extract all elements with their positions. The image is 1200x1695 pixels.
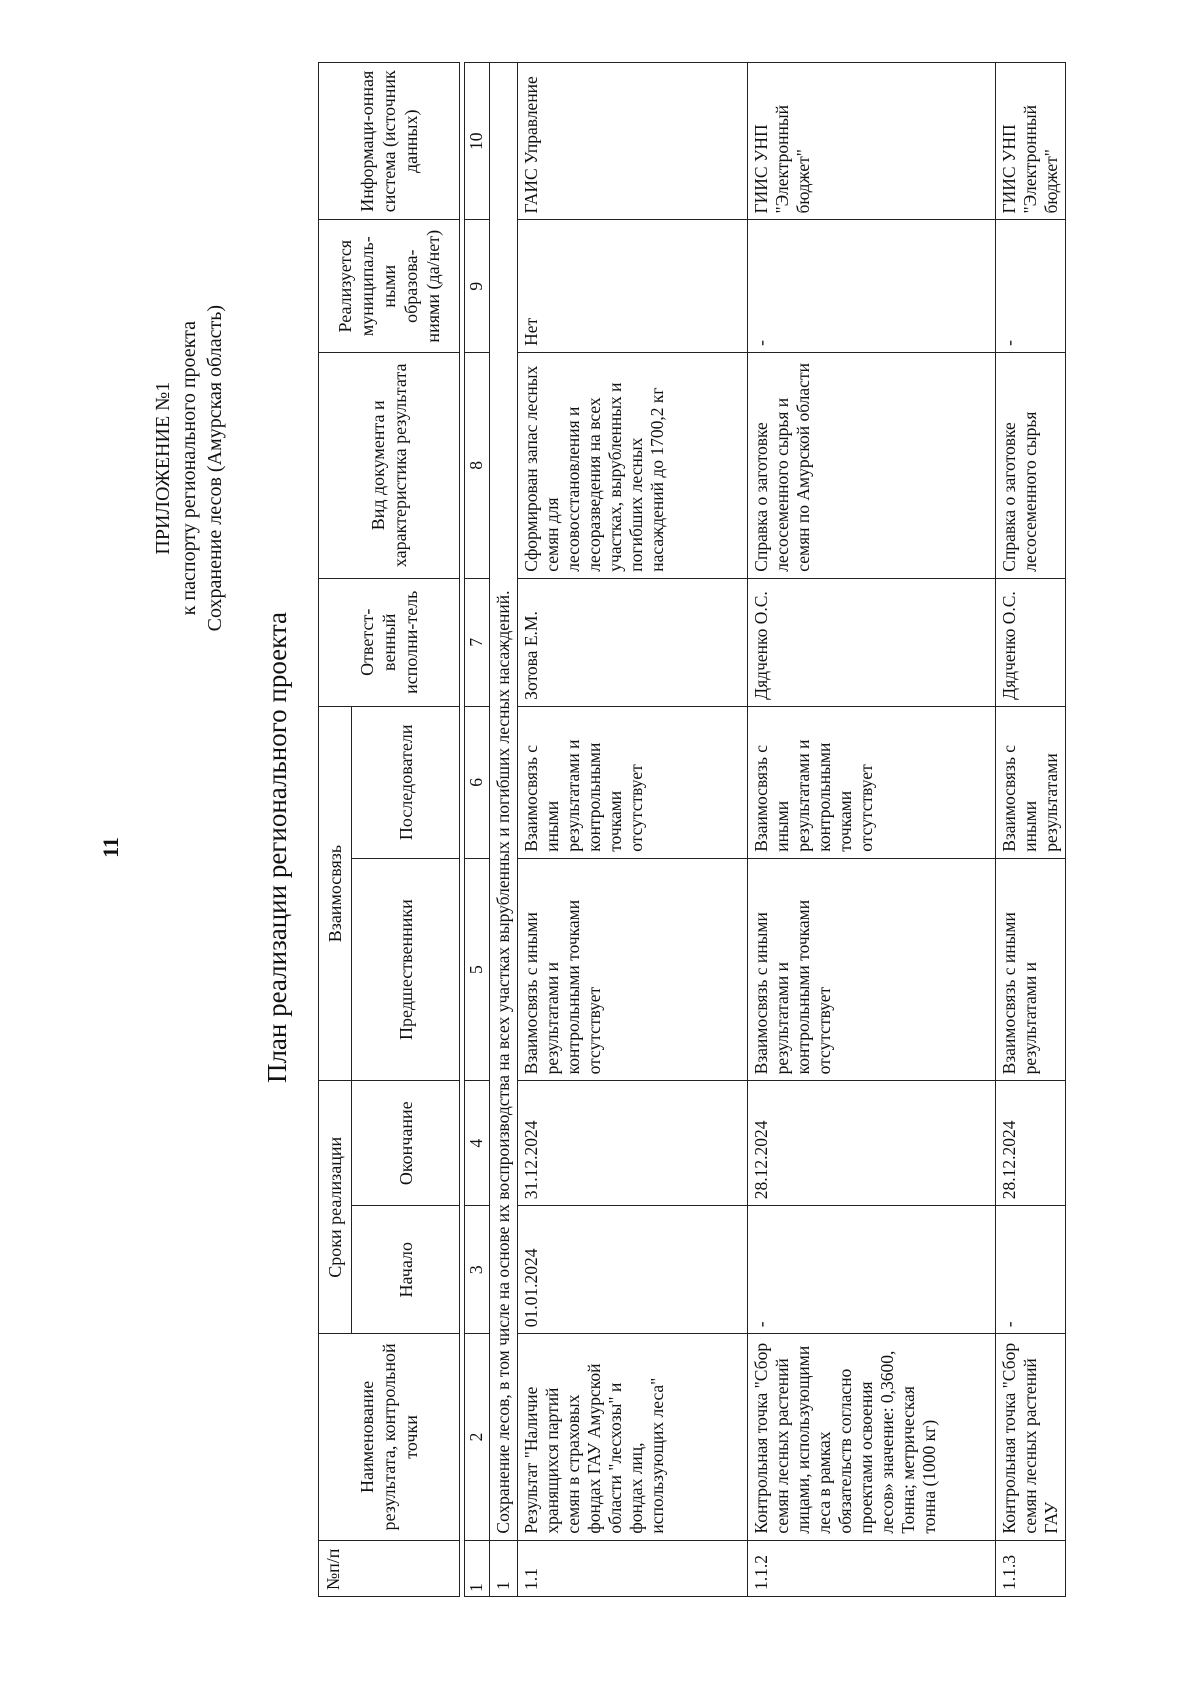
annex-project-name: Сохранение лесов (Амурская область) <box>204 305 226 632</box>
header-responsible: Ответст-венный исполни-тель <box>319 578 460 706</box>
row-infosys: ГИИС УНП "Электронный бюджет" <box>996 63 1066 220</box>
header-num: №п/п <box>319 1540 460 1596</box>
row-municipal: - <box>748 220 996 352</box>
row-start: 01.01.2024 <box>518 1206 748 1334</box>
column-number: 4 <box>465 1081 490 1206</box>
header-doc: Вид документа и характеристика результата <box>319 352 460 578</box>
row-responsible: Дядченко О.С. <box>996 578 1066 706</box>
row-infosys: ГАИС Управление <box>518 63 748 220</box>
row-num: 1.1.2 <box>748 1540 996 1596</box>
table-row <box>996 63 1066 1597</box>
column-number: 8 <box>465 352 490 578</box>
row-start: - <box>748 1206 996 1334</box>
header-municipal: Реализуется муниципаль-ными образова-ниями (да/нет) <box>319 220 460 352</box>
section-num: 1 <box>490 1540 518 1596</box>
column-number: 1 <box>465 1540 490 1596</box>
row-start: - <box>996 1206 1066 1334</box>
row-end: 31.12.2024 <box>518 1081 748 1206</box>
row-municipal: Нет <box>518 220 748 352</box>
column-number: 2 <box>465 1334 490 1540</box>
row-name: Контрольная точка "Сбор семян лесных растений ГАУ <box>996 1334 1066 1540</box>
section-title: Сохранение лесов, в том числе на основе их воспроизводства на всех участках вырубленных и погибших лесных насаждений. <box>490 63 518 1541</box>
document-title: План реализации регионального проекта <box>262 611 292 1084</box>
row-doc: Справка о заготовке лесосеменного сырья и семян по Амурской области <box>748 352 996 578</box>
implementation-plan-table <box>318 62 1066 1597</box>
column-number: 5 <box>465 858 490 1081</box>
header-end: Окончание <box>352 1081 460 1206</box>
header-dates-group: Сроки реализации <box>319 1081 352 1334</box>
row-name: Результат "Наличие хранящихся партий семян в страховых фондах ГАУ Амурской области "лесхозы" и фондах лиц, использующих леса" <box>518 1334 748 1540</box>
row-name: Контрольная точка "Сбор семян лесных растений лицами, использующими леса в рамках обязательств согласно проектами освоения лесов» значение: 0,3600, Тонна; метрическая тонна (1000 кг) <box>748 1334 996 1540</box>
row-successors: Взаимосвязь с иными результатами и контрольными точками отсутствует <box>748 706 996 858</box>
row-predecessors: Взаимосвязь с иными результатами и <box>996 858 1066 1081</box>
annex-title: ПРИЛОЖЕНИЕ №1 <box>152 381 174 555</box>
column-number: 6 <box>465 706 490 858</box>
page-number: 11 <box>98 837 123 858</box>
row-responsible: Зотова Е.М. <box>518 578 748 706</box>
header-predecessors: Предшественники <box>352 858 460 1081</box>
row-num: 1.1.3 <box>996 1540 1066 1596</box>
header-start: Начало <box>352 1206 460 1334</box>
row-infosys: ГИИС УНП "Электронный бюджет" <box>748 63 996 220</box>
row-doc: Справка о заготовке лесосеменного сырья <box>996 352 1066 578</box>
annex-subtitle: к паспорту регионального проекта <box>178 321 200 616</box>
column-number: 3 <box>465 1206 490 1334</box>
section-row <box>490 63 518 1597</box>
column-number: 10 <box>465 63 490 220</box>
table-row <box>748 63 996 1597</box>
row-successors: Взаимосвязь с иными результатами <box>996 706 1066 858</box>
row-end: 28.12.2024 <box>748 1081 996 1206</box>
column-numbers-row <box>465 63 490 1597</box>
row-doc: Сформирован запас лесных семян для лесовосстановления и лесоразведения на всех участках, вырубленных и погибших лесных насаждений до 1700,2 кг <box>518 352 748 578</box>
row-predecessors: Взаимосвязь с иными результатами и контрольными точками отсутствует <box>748 858 996 1081</box>
row-num: 1.1 <box>518 1540 748 1596</box>
header-relation-group: Взаимосвязь <box>319 706 352 1081</box>
row-successors: Взаимосвязь с иными результатами и контрольными точками отсутствует <box>518 706 748 858</box>
annex-block <box>150 305 228 631</box>
row-end: 28.12.2024 <box>996 1081 1066 1206</box>
row-municipal: - <box>996 220 1066 352</box>
column-number: 7 <box>465 578 490 706</box>
header-name: Наименование результата, контрольной точки <box>319 1334 460 1540</box>
header-infosys: Информаци-онная система (источник данных) <box>319 63 460 220</box>
column-number: 9 <box>465 220 490 352</box>
row-predecessors: Взаимосвязь с иными результатами и контрольными точками отсутствует <box>518 858 748 1081</box>
table-row <box>518 63 748 1597</box>
header-successors: Последователи <box>352 706 460 858</box>
row-responsible: Дядченко О.С. <box>748 578 996 706</box>
